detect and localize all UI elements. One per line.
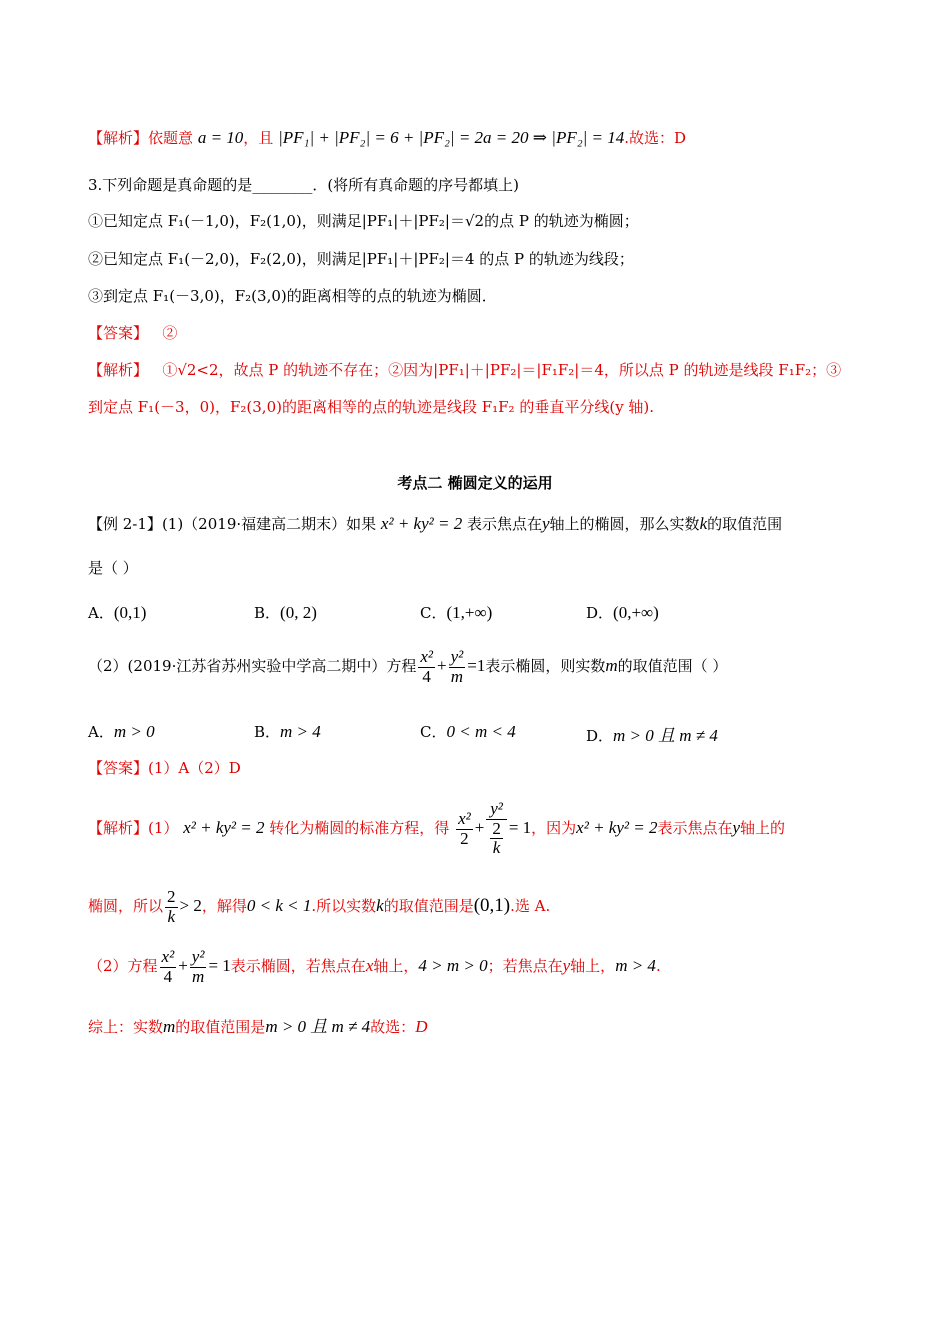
- ex21-part1-cont: 是（ ）: [88, 559, 138, 577]
- option-label: D．: [586, 604, 614, 622]
- option-label: C．: [420, 723, 447, 741]
- analysis-text: 椭圆，所以: [88, 897, 164, 916]
- math-a-equals: a = 10: [197, 128, 244, 147]
- math-var: y: [732, 818, 741, 838]
- option-label: B．: [254, 723, 281, 741]
- math-focal-sum: |PF₁| + |PF₂| = 6 + |PF₂| = 2a = 20 ⇒ |PF₂| = 14: [278, 128, 625, 147]
- analysis-text: .选 A.: [510, 897, 551, 916]
- q3-answer: [88, 324, 177, 342]
- analysis-text: 的取值范围是: [175, 1018, 266, 1036]
- numerator: 2: [167, 887, 176, 906]
- section-title: 考点二 椭圆定义的运用: [397, 474, 553, 492]
- analysis-tag: 【解析】: [88, 361, 149, 379]
- analysis-tag: 【解析】: [88, 819, 149, 838]
- q2-analysis-line: [88, 128, 686, 148]
- fraction-y2-m: [449, 648, 466, 686]
- analysis-text: ；若焦点在: [487, 957, 563, 976]
- q3-analysis: [88, 361, 841, 379]
- option-b: [254, 602, 317, 623]
- option-d: [586, 602, 659, 623]
- numerator: x²: [420, 647, 433, 666]
- question-text: 的取值范围: [707, 515, 783, 533]
- analysis-text: 的取值范围是: [383, 897, 474, 916]
- question-text: 表示椭圆，则实数: [485, 657, 606, 676]
- option-value: m > 0 且 m ≠ 4: [613, 726, 718, 745]
- answer-letter: D: [415, 1017, 428, 1036]
- analysis-text: ，因为: [531, 819, 577, 838]
- equation-tail: = 1: [208, 956, 231, 976]
- math-var: m: [605, 656, 618, 676]
- ex21-part1: [88, 514, 782, 534]
- question-text: 轴上的椭圆，那么实数: [549, 515, 700, 533]
- option-b: [254, 721, 321, 742]
- math-var: m: [163, 1017, 176, 1036]
- fraction-x2-4: [160, 948, 177, 986]
- math-var: y: [542, 514, 550, 533]
- option-value: (0,+∞): [613, 603, 659, 622]
- analysis-text: 转化为椭圆的标准方程，得: [269, 819, 450, 838]
- equation-tail: = 1: [508, 818, 532, 838]
- math-inequality: 4 > m > 0: [418, 956, 488, 976]
- option-value: m > 4: [280, 722, 321, 741]
- denominator: 2: [460, 828, 469, 848]
- numerator: x²: [161, 947, 175, 966]
- math-var: x: [365, 956, 374, 976]
- answer-value: ②: [162, 324, 178, 342]
- option-c: [420, 602, 492, 623]
- denominator: 4: [422, 666, 431, 686]
- denominator: 4: [163, 966, 173, 986]
- analysis-tag: 【解析】: [88, 129, 149, 147]
- analysis-text: 故选：: [370, 1018, 416, 1036]
- q3-item-2: ②已知定点 F₁(－2,0)，F₂(2,0)，则满足|PF₁|＋|PF₂|＝4 的点 P 的轨迹为线段；: [88, 250, 634, 268]
- analysis-text: .所以实数: [311, 897, 377, 916]
- option-label: D．: [586, 727, 614, 745]
- denominator: m: [450, 666, 464, 686]
- math-equation: x² + ky² = 2: [576, 818, 658, 838]
- numerator: x²: [458, 808, 471, 828]
- analysis-text: ①√2<2，故点 P 的轨迹不存在；②因为|PF₁|＋|PF₂|＝|F₁F₂|＝4，所以点 P 的轨迹是线段 F₁F₂；③: [162, 361, 842, 379]
- analysis-text: 表示焦点在: [657, 819, 733, 838]
- numerator: y²: [191, 947, 205, 966]
- equation-tail: =1: [467, 656, 486, 676]
- fraction-y2-m: [190, 948, 207, 986]
- denominator: k: [492, 838, 501, 858]
- option-a: [88, 721, 155, 742]
- analysis-text: 轴上的: [740, 819, 786, 838]
- option-label: A．: [88, 723, 114, 741]
- q3-analysis-cont: 到定点 F₁(－3，0)，F₂(3,0)的距离相等的点的轨迹是线段 F₁F₂ 的垂直平分线(y 轴).: [88, 398, 655, 416]
- option-a: [88, 602, 146, 623]
- math-var: y: [562, 956, 571, 976]
- denominator: m: [191, 966, 205, 986]
- option-c: [420, 721, 516, 742]
- analysis-text: ，且: [243, 129, 274, 147]
- fraction-y2-2k: [486, 800, 507, 858]
- ex21-analysis-1: 【解析】(1） x² + ky² = 2 转化为椭圆的标准方程，得 $\frac{\text{x²}}{2}$ + y² 2 k = 1，因为x² + ky² = 2表示焦点在y轴上的: [88, 799, 786, 858]
- analysis-text: 轴上，: [373, 957, 419, 976]
- math-inequality: m > 4: [615, 956, 656, 976]
- ex21-analysis-4: [88, 1017, 427, 1037]
- math-var: k: [376, 896, 384, 916]
- example-tag: 【例 2-1】: [88, 515, 162, 533]
- option-value: (1,+∞): [446, 603, 493, 622]
- option-value: (0, 2): [280, 603, 317, 622]
- analysis-text: 依题意: [148, 129, 194, 147]
- numerator: y²: [486, 800, 507, 820]
- math-condition: m > 0 且 m ≠ 4: [265, 1017, 371, 1036]
- question-text: 表示焦点在: [466, 515, 542, 533]
- q3-item-1: ①已知定点 F₁(－1,0)，F₂(1,0)，则满足|PF₁|＋|PF₂|＝√2的点 P 的轨迹为椭圆；: [88, 212, 639, 230]
- analysis-text: (1）: [148, 819, 179, 838]
- range-value: (0,1): [473, 895, 511, 917]
- question-text: (1)（2019·福建高二期末）如果: [161, 515, 377, 533]
- q3-item-3: ③到定点 F₁(－3,0)，F₂(3,0)的距离相等的点的轨迹为椭圆．: [88, 287, 497, 305]
- answer-tag: 【答案】: [88, 324, 149, 342]
- question-text: 的取值范围（ ）: [617, 657, 728, 676]
- option-label: A．: [88, 604, 114, 622]
- ex21-answer: 【答案】(1）A（2）D: [88, 759, 241, 777]
- fraction-x2-4: [418, 648, 435, 686]
- option-value: (0,1): [113, 603, 147, 622]
- option-d: [586, 721, 718, 746]
- fraction-2-k: [165, 888, 178, 926]
- analysis-text: 综上：实数: [88, 1018, 164, 1036]
- numerator: y²: [450, 647, 464, 666]
- q3-stem: 3.下列命题是真命题的是________．(将所有真命题的序号都填上): [88, 176, 520, 194]
- ex21-analysis-2: [88, 888, 550, 926]
- analysis-text: ，解得: [201, 897, 247, 916]
- analysis-text: （2）方程: [88, 957, 158, 976]
- analysis-text: 表示椭圆，若焦点在: [230, 957, 366, 976]
- ex21-analysis-3: （2）方程 $\frac{\text{x²}}{4}$ + $\frac{\text{y²}}{m}$ = 1表示椭圆，若焦点在x轴上，4 > m > 0；若焦点在y轴上，m > 4.: [88, 947, 661, 986]
- ex21-part2: （2）(2019·江苏省苏州实验中学高二期中）方程 $\frac{\text{x²}}{4}$ + $\frac{\text{y²}}{m}$ =1表示椭圆，则实数m的取值范围（ ）: [88, 647, 728, 686]
- math-equation: x² + ky² = 2: [380, 514, 463, 533]
- option-value: m > 0: [113, 722, 155, 741]
- math-equation: x² + ky² = 2: [183, 818, 265, 838]
- math-inequality: 0 < k < 1: [246, 896, 312, 916]
- fraction-x2-2: [456, 810, 473, 848]
- numerator: 2: [492, 818, 501, 838]
- inequality: > 2: [179, 896, 202, 916]
- analysis-text: .: [655, 957, 661, 976]
- question-text: （2）(2019·江苏省苏州实验中学高二期中）方程: [88, 657, 417, 676]
- option-label: B．: [254, 604, 281, 622]
- analysis-text: .故选：D: [624, 129, 687, 147]
- option-value: 0 < m < 4: [446, 722, 516, 741]
- denominator: k: [167, 906, 176, 926]
- math-var: k: [699, 514, 708, 533]
- fraction-2-k: [488, 820, 505, 858]
- option-label: C．: [420, 604, 447, 622]
- analysis-text: 轴上，: [570, 957, 616, 976]
